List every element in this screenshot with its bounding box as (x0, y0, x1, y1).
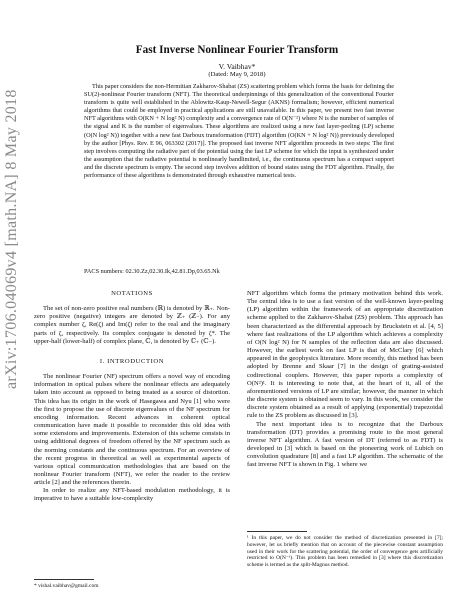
notations-paragraph: The set of non-zero positive real numbers (ℝ) is denoted by ℝ₊. Non-zero positive (negative) integers are denoted by ℤ₊ (ℤ₋). For any complex number ζ, Re(ζ) and Im(ζ) refer to the real and the imaginary parts of ζ, respectively. Its complex conjugate is denoted by ζ*. The upper-half (lower-half) of complex plane, ℂ, is denoted by ℂ₊ (ℂ₋). (34, 305, 230, 345)
paper-title: Fast Inverse Nonlinear Fourier Transform (135, 44, 339, 56)
author-email-footnote: * vishal.vaibhav@gmail.com (34, 583, 99, 589)
intro-paragraph-1: The nonlinear Fourier (NF) spectrum offers a novel way of encoding information in optical pulses where the nonlinear effects are adequately taken into account as opposed to being treated as a source of distortion. This idea has its origin in the work of Hasegawa and Nyu [1] who were the first to propose the use of discrete eigenvalues of the NF spectrum for encoding information. Recent advances in coherent optical communication have made it possible to reconsider this old idea with some extensions and improvements. Extension of this scheme consists in using additional degrees of freedom offered by the NF spectrum such as the norming constants and the continuous spectrum. For an overview of the recent progress in theoretical as well as experimental aspects of various optical communication methodologies that are based on the nonlinear Fourier transform (NFT), we refer the reader to the review article [2] and the references therein. (34, 373, 230, 487)
arxiv-identifier: arXiv:1706.04069v4 [math.NA] 8 May 2018 (3, 89, 20, 389)
introduction-heading: I. INTRODUCTION (99, 357, 165, 365)
right-column (247, 290, 443, 469)
footnote-rule-right (247, 531, 307, 532)
author-name: V. Vaibhav* (218, 62, 256, 71)
notations-heading: NOTATIONS (111, 290, 153, 297)
left-column (34, 290, 230, 504)
discretization-footnote: ¹ In this paper, we do not consider the method of discretization presented in [7]; however, let us briefly mention that on account of the piecewise constant assumption used in their work for the scattering potential, the order of convergence gets artificially restricted to O(N⁻¹). This problem has been remedied in [3] where this discretization scheme is termed as the split-Magnus method. (247, 535, 443, 569)
abstract: This paper considers the non-Hermitian Zakharov-Shabat (ZS) scattering problem which forms the basis for defining the SU(2)-nonlinear Fourier transform (NFT). The theoretical underpinnings of this generalization of the conventional Fourier transform is quite well established in the Ablowitz-Kaup-Newell-Segur (AKNS) formalism; however, efficient numerical algorithms that could be employed in practical applications are still unavailable. In this paper, we present two fast inverse NFT algorithms with O(KN + N log² N) complexity and a convergence rate of O(N⁻²) where N is the number of samples of the signal and K is the number of eigenvalues. These algorithms are realized using a new fast layer-peeling (LP) scheme (O(N log² N)) together with a new fast Darboux transformation (FDT) algorithm (O(KN + N log² N)) previously developed by the author [Phys. Rev. E 96, 063302 (2017)]. The proposed fast inverse NFT algorithm proceeds in two steps: The first step involves computing the radiative part of the potential using the fast LP scheme for which the input is synthesized under the assumption that the radiative potential is nonlinearly bandlimited, i.e., the continuous spectrum has a compact support and the discrete spectrum is empty. The second step involves addition of bound states using the FDT algorithm. Finally, the performance of these algorithms is demonstrated through exhaustive numerical tests. (84, 83, 394, 180)
pacs-numbers: PACS numbers: 02.30.Zz,02.30.Ik,42.81.Dp,03.65.Nk (84, 268, 220, 275)
paper-date: (Dated: May 9, 2018) (208, 71, 266, 78)
footnote-rule-left (34, 579, 94, 580)
right-paragraph-1: NFT algorithm which forms the primary motivation behind this work. The central idea is to use a fast version of the well-known layer-peeling (LP) algorithm within the framework of an appropriate discretization scheme applied to the Zakharov-Shabat (ZS) problem. This approach has been characterized as the differential approach by Bruckstein et al. [4, 5] where fast realizations of the LP algorithm which achieves a complexity of O(N log² N) for N samples of the reflection data are also discussed. However, the earliest work on fast LP is that of McClary [6] which appeared in the geophysics literature. More recently, this method has been adopted by Brenne and Skaar [7] in the design of grating-assisted codirectional couplers. However, this paper reports a complexity of O(N²)¹. It is interesting to note that, at the heart of it, all of the aforementioned versions of LP are similar; however, the manner in which the discrete system is obtained seem to vary. In this work, we consider the discrete system obtained as a result of applying (exponential) trapezoidal rule to the ZS problem as discussed in [3]. (247, 290, 443, 420)
intro-paragraph-2: In order to realize any NFT-based modulation methodology, it is imperative to have a suitable low-complexity (34, 487, 230, 503)
right-paragraph-2: The next important idea is to recognize that the Darboux transformation (DT) provides a promising route to the most general inverse NFT algorithm. A fast version of DT (referred to as FDT) is developed in [3] which is based on the pioneering work of Lubich on convolution quadrature [8] and a fast LP algorithm. The schematic of the fast inverse NFT is shown in Fig. 1 where we (247, 420, 443, 469)
